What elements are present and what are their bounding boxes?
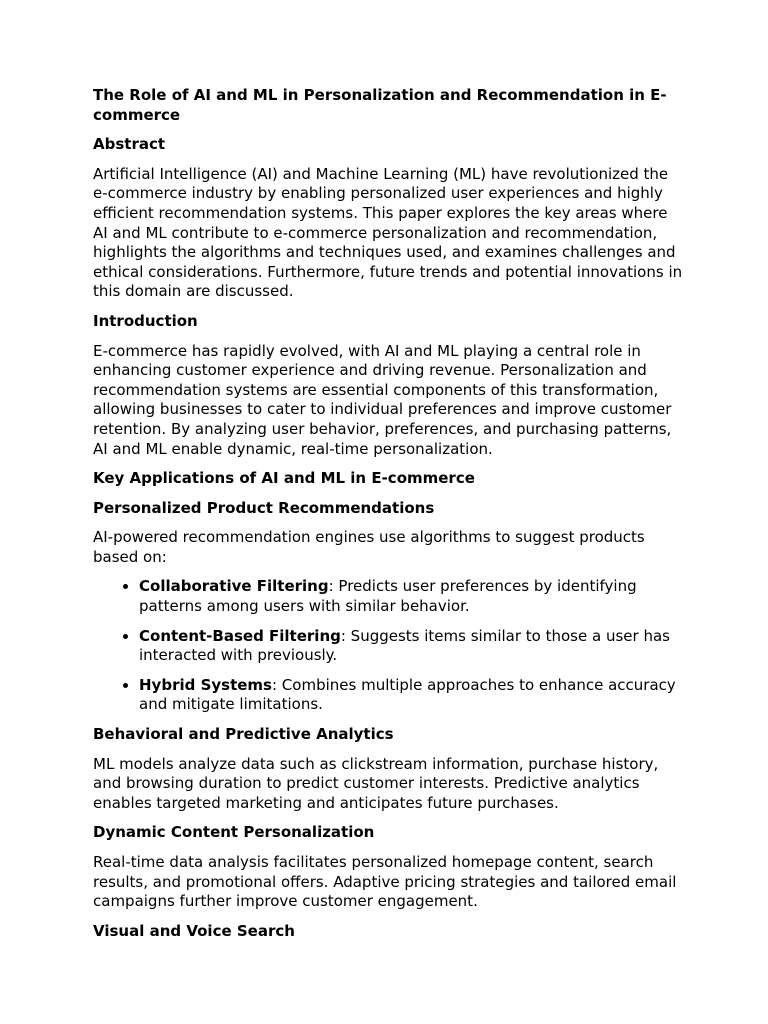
list-item-desc: : Suggests items similar to those a user has interacted with previously. [139, 626, 670, 665]
abstract-text: Artificial Intelligence (AI) and Machine Learning (ML) have revolutionized the e-commerce industry by enabling personalized user experiences and highly efficient recommendation systems. This paper explores the key areas where AI and ML contribute to e-commerce personalization and recommendation, highlights the algorithms and techniques used, and examines challenges and ethical considerations. Furthermore, future trends and potential innovations in this domain are discussed. [93, 164, 683, 301]
list-item [139, 676, 683, 715]
list-item-term: Content-Based Filtering [139, 626, 341, 645]
recommendation-methods-list [93, 577, 683, 715]
list-item [139, 577, 683, 616]
list-item-term: Collaborative Filtering [139, 577, 329, 596]
behavioral-text: ML models analyze data such as clickstream information, purchase history, and browsing duration to predict customer interests. Predictive analytics enables targeted marketing and anticipates future purchases. [93, 754, 659, 812]
recommendations-heading: Personalized Product Recommendations [93, 498, 435, 517]
list-item-desc: : Predicts user preferences by identifying patterns among users with similar behavior. [139, 577, 637, 616]
key-applications-heading: Key Applications of AI and ML in E-commerce [93, 469, 475, 488]
list-item [139, 627, 683, 666]
recommendations-intro: AI-powered recommendation engines use algorithms to suggest products based on: [93, 528, 645, 566]
introduction-heading: Introduction [93, 311, 198, 330]
dynamic-heading: Dynamic Content Personalization [93, 823, 375, 842]
list-item-desc: : Combines multiple approaches to enhance accuracy and mitigate limitations. [139, 675, 676, 714]
abstract-heading: Abstract [93, 135, 166, 154]
introduction-text: E-commerce has rapidly evolved, with AI and ML playing a central role in enhancing customer experience and driving revenue. Personalization and recommendation systems are essential components of this transformation, allowing businesses to cater to individual preferences and improve customer retention. By analyzing user behavior, preferences, and purchasing patterns, AI and ML enable dynamic, real-time personalization. [93, 341, 672, 458]
visual-voice-heading: Visual and Voice Search [93, 921, 295, 940]
behavioral-heading: Behavioral and Predictive Analytics [93, 725, 394, 744]
document-title: The Role of AI and ML in Personalization and Recommendation in E-commerce [93, 86, 667, 124]
document-page [93, 86, 683, 951]
list-item-term: Hybrid Systems [139, 675, 272, 694]
dynamic-text: Real-time data analysis facilitates personalized homepage content, search results, and promotional offers. Adaptive pricing strategies and tailored email campaigns further improve customer engagement. [93, 853, 677, 911]
